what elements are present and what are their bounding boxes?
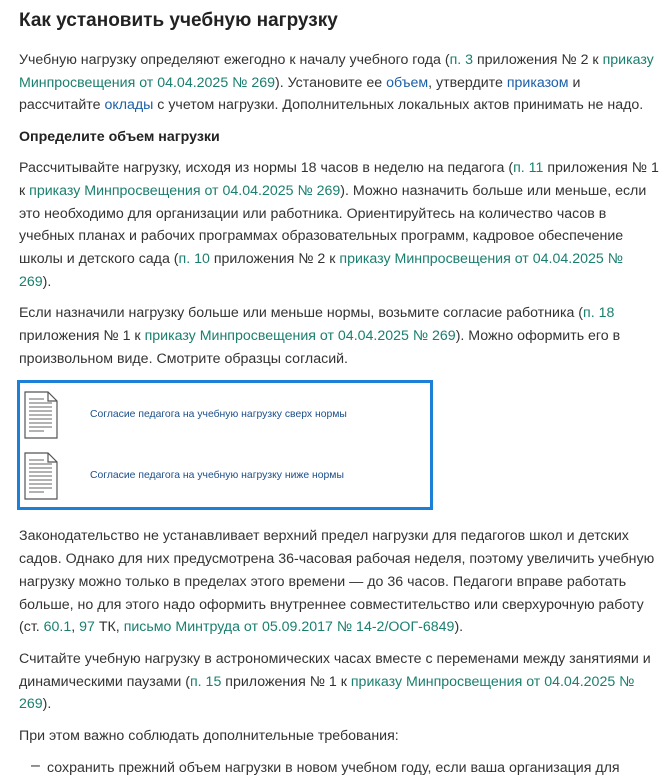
paragraph-limit <box>19 525 659 639</box>
text: Считайте учебную нагрузку в астрономических часах вместе с переменами между занятиями и динамическими паузами ( <box>19 650 651 690</box>
link-salaries[interactable]: оклады <box>104 97 154 114</box>
sample-documents-box <box>17 380 433 510</box>
text: приложения № 1 к <box>221 673 351 690</box>
document-link[interactable]: Согласие педагога на учебную нагрузку сверх нормы <box>90 409 347 421</box>
document-item[interactable] <box>24 452 430 513</box>
paragraph-norm <box>19 157 659 293</box>
section-heading: Определите объем нагрузки <box>19 129 220 146</box>
link-p3[interactable]: п. 3 <box>449 52 474 68</box>
text: приложения № 1 к <box>19 160 659 199</box>
document-link[interactable]: Согласие педагога на учебную нагрузку ниже нормы <box>90 470 344 482</box>
link-volume[interactable]: объем <box>386 74 429 91</box>
text: с учетом нагрузки. Дополнительных локальных актов принимать не надо. <box>153 97 644 114</box>
document-icon <box>24 452 58 500</box>
paragraph-consent <box>19 302 659 370</box>
text: ). Установите ее <box>275 74 387 91</box>
text: приложения № 2 к <box>473 52 603 68</box>
link-p15[interactable]: п. 15 <box>189 673 222 690</box>
paragraph-hours <box>19 648 659 716</box>
text: ТК, <box>94 619 124 636</box>
link-order-269[interactable]: приказу Минпросвещения от 04.04.2025 № 269 <box>29 182 341 199</box>
link-p18[interactable]: п. 18 <box>583 305 615 322</box>
link-p10[interactable]: п. 10 <box>178 250 210 267</box>
text: ). <box>42 696 52 713</box>
text: ). Можно назначить больше или меньше, если это необходимо для организации или работника. Ориентируйтесь на количество часов в учебных планах и рабочих программах образовательных программ, кадровое обеспечение школы и детского сада ( <box>19 182 647 267</box>
text: ). <box>42 273 52 290</box>
link-order-269[interactable]: приказу Минпросвещения от 04.04.2025 № 269 <box>144 328 456 345</box>
text: Если назначили нагрузку больше или меньше нормы, возьмите согласие работника ( <box>19 305 584 322</box>
text: Рассчитывайте нагрузку, исходя из нормы 18 часов в неделю на педагога ( <box>19 160 514 177</box>
link-order-269[interactable]: приказу Минпросвещения от 04.04.2025 № 269 <box>19 673 635 713</box>
text: , <box>71 619 80 636</box>
intro-paragraph <box>19 49 659 117</box>
link-p11[interactable]: п. 11 <box>513 160 544 177</box>
paragraph-requirements: При этом важно соблюдать дополнительные требования: <box>19 728 399 745</box>
text: приложения № 2 к <box>209 250 340 267</box>
document-icon <box>24 391 58 439</box>
text: и рассчитайте <box>19 74 581 114</box>
text: , утвердите <box>428 74 507 91</box>
link-order-269[interactable]: приказу Минпросвещения от 04.04.2025 № 269 <box>19 52 654 91</box>
text: приложения № 1 к <box>19 328 145 345</box>
text: ). Можно оформить его в произвольном виде. Смотрите образцы согласий. <box>19 328 621 367</box>
text: Учебную нагрузку определяют ежегодно к началу учебного года ( <box>19 52 450 68</box>
link-article-97[interactable]: 97 <box>79 619 95 636</box>
text: ). <box>454 619 464 636</box>
text: Законодательство не устанавливает верхний предел нагрузки для педагогов школ и детских садов. Однако для них предусмотрена 36-часовая рабочая неделя, поэтому увеличить учебную нагрузку можно только в пределах этого времени — до 36 часов. Педагоги вправе работать больше, но для этого надо оформить внутреннее совместительство или сверхурочную работу (ст. <box>19 528 655 636</box>
document-item[interactable] <box>24 391 430 452</box>
list-item-text: сохранить прежний объем нагрузки в новом учебном году, если ваша организация для <box>47 759 620 776</box>
link-order-269[interactable]: приказу Минпросвещения от 04.04.2025 № 269 <box>19 250 623 290</box>
page-title: Как установить учебную нагрузку <box>19 10 338 31</box>
list-dash: – <box>31 756 40 774</box>
link-mintrud-letter[interactable]: письмо Минтруда от 05.09.2017 № 14-2/ООГ-6849 <box>123 619 455 636</box>
link-order[interactable]: приказом <box>506 74 569 91</box>
list-item <box>19 757 659 780</box>
link-article-60-1[interactable]: 60.1 <box>43 619 72 636</box>
